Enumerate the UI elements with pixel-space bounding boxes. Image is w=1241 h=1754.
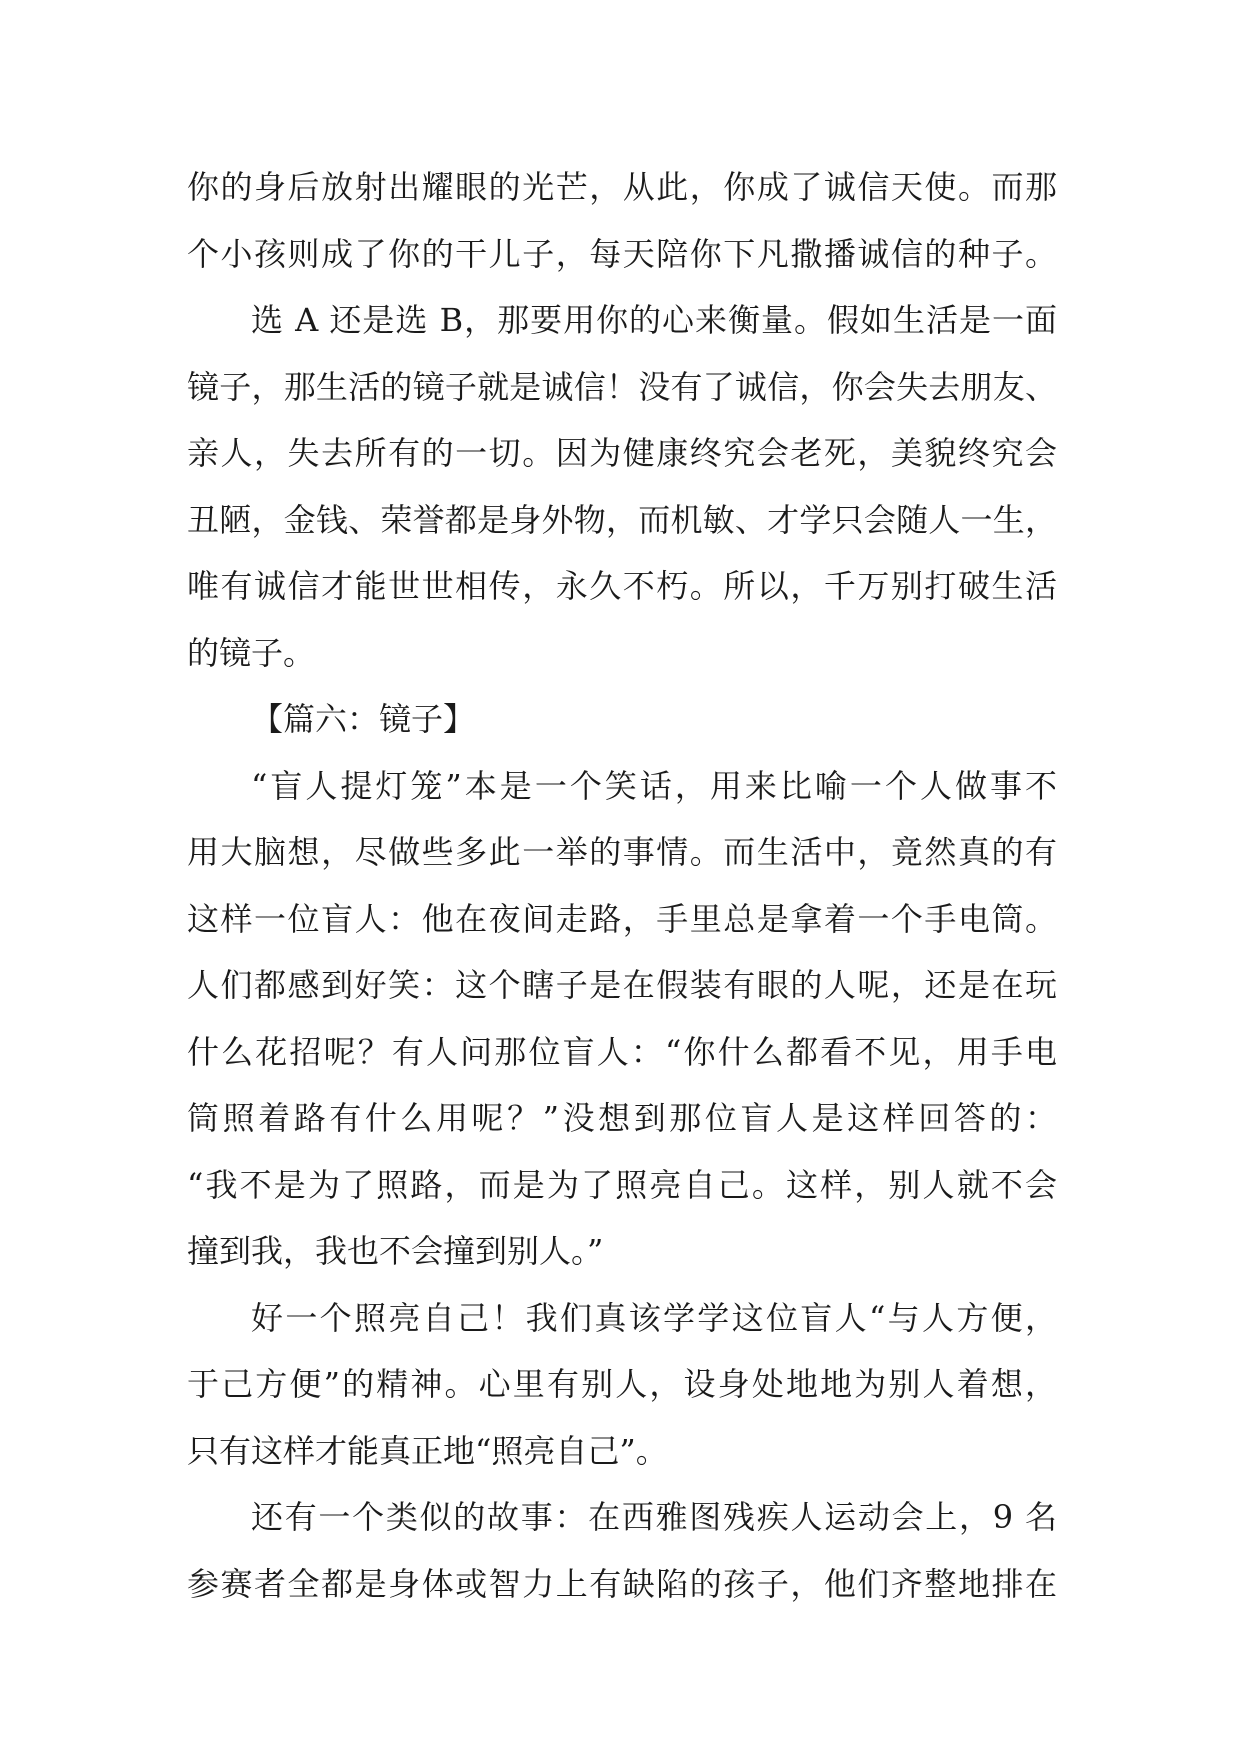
- paragraph-start-line: 还有一个类似的故事：在西雅图残疾人运动会上，9 名: [251, 1498, 1057, 1536]
- text-line: 人们都感到好笑：这个瞎子是在假装有眼的人呢，还是在玩: [187, 966, 1057, 1004]
- text-line: 于己方便”的精神。心里有别人，设身处地地为别人着想，: [187, 1365, 1057, 1403]
- text-line: 丑陋，金钱、荣誉都是身外物，而机敏、才学只会随人一生，: [187, 500, 1057, 539]
- paragraph-end-line: 撞到我，我也不会撞到别人。”: [187, 1232, 604, 1270]
- text-line: 镜子，那生活的镜子就是诚信！没有了诚信，你会失去朋友、: [187, 367, 1057, 406]
- paragraph-start-line: “盲人提灯笼”本是一个笑话，用来比喻一个人做事不: [251, 766, 1057, 805]
- text-line: 个小孩则成了你的干儿子，每天陪你下凡撒播诚信的种子。: [187, 234, 1057, 273]
- section-heading: 【篇六：镜子】: [251, 700, 476, 738]
- text-line: 你的身后放射出耀眼的光芒，从此，你成了诚信天使。而那: [187, 168, 1057, 206]
- paragraph-start-line: 选 A 还是选 B，那要用你的心来衡量。假如生活是一面: [251, 301, 1057, 339]
- article-body: [187, 154, 1057, 1617]
- text-line: 筒照着路有什么用呢？”没想到那位盲人是这样回答的：: [187, 1099, 1057, 1137]
- text-line: 这样一位盲人：他在夜间走路，手里总是拿着一个手电筒。: [187, 899, 1057, 938]
- paragraph-end-line: 只有这样才能真正地“照亮自己”。: [187, 1431, 668, 1470]
- text-line: 亲人，失去所有的一切。因为健康终究会老死，美貌终究会: [187, 434, 1057, 472]
- text-line: 用大脑想，尽做些多此一举的事情。而生活中，竟然真的有: [187, 833, 1057, 871]
- text-line: 唯有诚信才能世世相传，永久不朽。所以，千万别打破生活: [187, 567, 1057, 605]
- text-line: 参赛者全都是身体或智力上有缺陷的孩子，他们齐整地排在: [187, 1564, 1057, 1603]
- paragraph-start-line: 好一个照亮自己！我们真该学学这位盲人“与人方便，: [251, 1298, 1057, 1337]
- text-line: “我不是为了照路，而是为了照亮自己。这样，别人就不会: [187, 1165, 1057, 1204]
- text-line: 什么花招呢？有人问那位盲人：“你什么都看不见，用手电: [187, 1032, 1057, 1071]
- paragraph-end-line: 的镜子。: [187, 633, 316, 672]
